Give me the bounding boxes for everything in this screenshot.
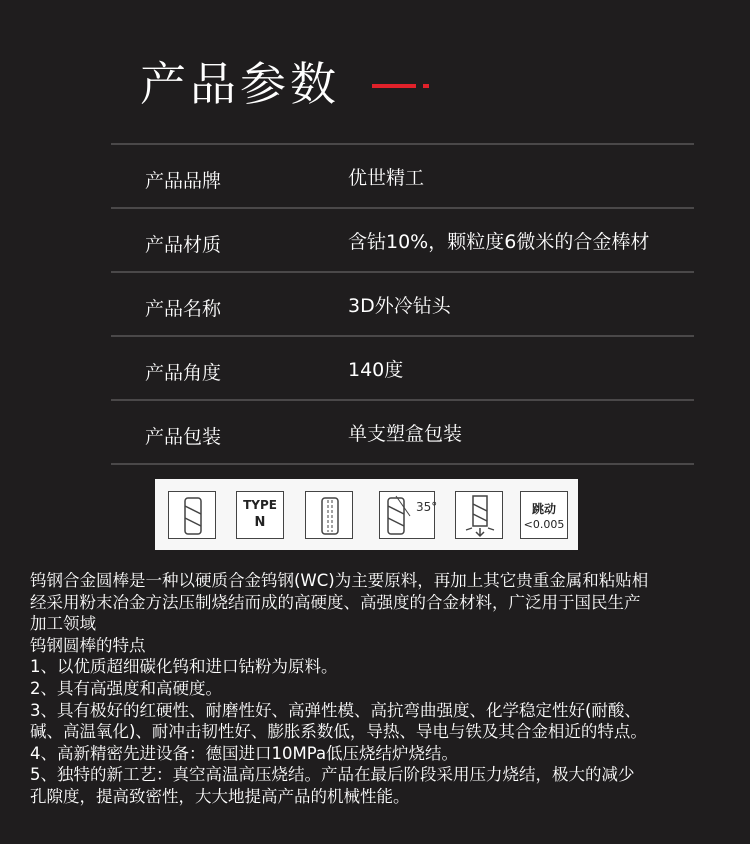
param-row-name xyxy=(111,273,694,337)
cutting-direction-icon xyxy=(455,491,503,539)
type-value: N xyxy=(254,515,266,530)
title-accent-dot xyxy=(423,84,429,88)
param-row-packaging xyxy=(111,401,694,465)
param-row-material xyxy=(111,209,694,273)
param-value: 140度 xyxy=(348,359,404,381)
feature-item: 4、高新精密先进设备：德国进口10MPa低压烧结炉烧结。 xyxy=(30,743,459,763)
feature-icon-strip xyxy=(155,479,578,550)
feature-item: 1、以优质超细碳化钨和进口钴粉为原料。 xyxy=(30,657,338,677)
param-label: 产品材质 xyxy=(145,234,222,256)
page-title: 产品参数 xyxy=(140,57,340,111)
helix-angle-icon xyxy=(379,491,438,539)
param-row-angle xyxy=(111,337,694,401)
runout-title: 跳动 xyxy=(531,502,556,516)
description-line: 经采用粉末冶金方法压制烧结而成的高硬度、高强度的合金材料，广泛用于国民生产 xyxy=(30,592,641,612)
feature-item: 2、具有高强度和高硬度。 xyxy=(30,678,222,698)
description-line: 钨钢合金圆棒是一种以硬质合金钨钢(WC)为主要原料，再加上其它贵重金属和粘贴相 xyxy=(30,571,649,590)
runout-icon xyxy=(520,491,568,539)
runout-value: <0.005 xyxy=(523,518,565,531)
type-n-icon xyxy=(236,491,284,539)
param-value: 含钴10%，颗粒度6微米的合金棒材 xyxy=(348,231,650,253)
param-value: 单支塑盒包装 xyxy=(348,423,463,445)
parameter-table xyxy=(111,143,694,465)
param-label: 产品包装 xyxy=(145,426,222,448)
feature-item: 3、具有极好的红硬性、耐磨性好、高弹性模、高抗弯曲强度、化学稳定性好(耐酸、 xyxy=(30,700,641,720)
spiral-rod-icon xyxy=(168,491,216,539)
feature-item: 5、独特的新工艺：真空高温高压烧结。产品在最后阶段采用压力烧结，极大的减少 xyxy=(30,765,635,785)
title-accent-bar xyxy=(372,84,416,88)
coolant-hole-rod-icon xyxy=(305,491,353,539)
param-value: 优世精工 xyxy=(348,167,425,189)
feature-item: 孔隙度，提高致密性，大大地提高产品的机械性能。 xyxy=(30,786,410,806)
param-label: 产品角度 xyxy=(145,362,222,384)
type-label: TYPE xyxy=(243,498,277,512)
feature-item: 碱、高温氧化)、耐冲击韧性好、膨胀系数低，导热、导电与铁及其合金相近的特点。 xyxy=(30,722,647,742)
param-label: 产品品牌 xyxy=(145,170,222,192)
param-value: 3D外冷钻头 xyxy=(348,295,451,317)
features-heading: 钨钢圆棒的特点 xyxy=(30,635,146,655)
helix-angle-label: 35° xyxy=(416,500,438,514)
param-label: 产品名称 xyxy=(145,298,222,320)
param-row-brand xyxy=(111,143,694,209)
product-description xyxy=(30,570,730,808)
description-line: 加工领域 xyxy=(30,614,96,634)
